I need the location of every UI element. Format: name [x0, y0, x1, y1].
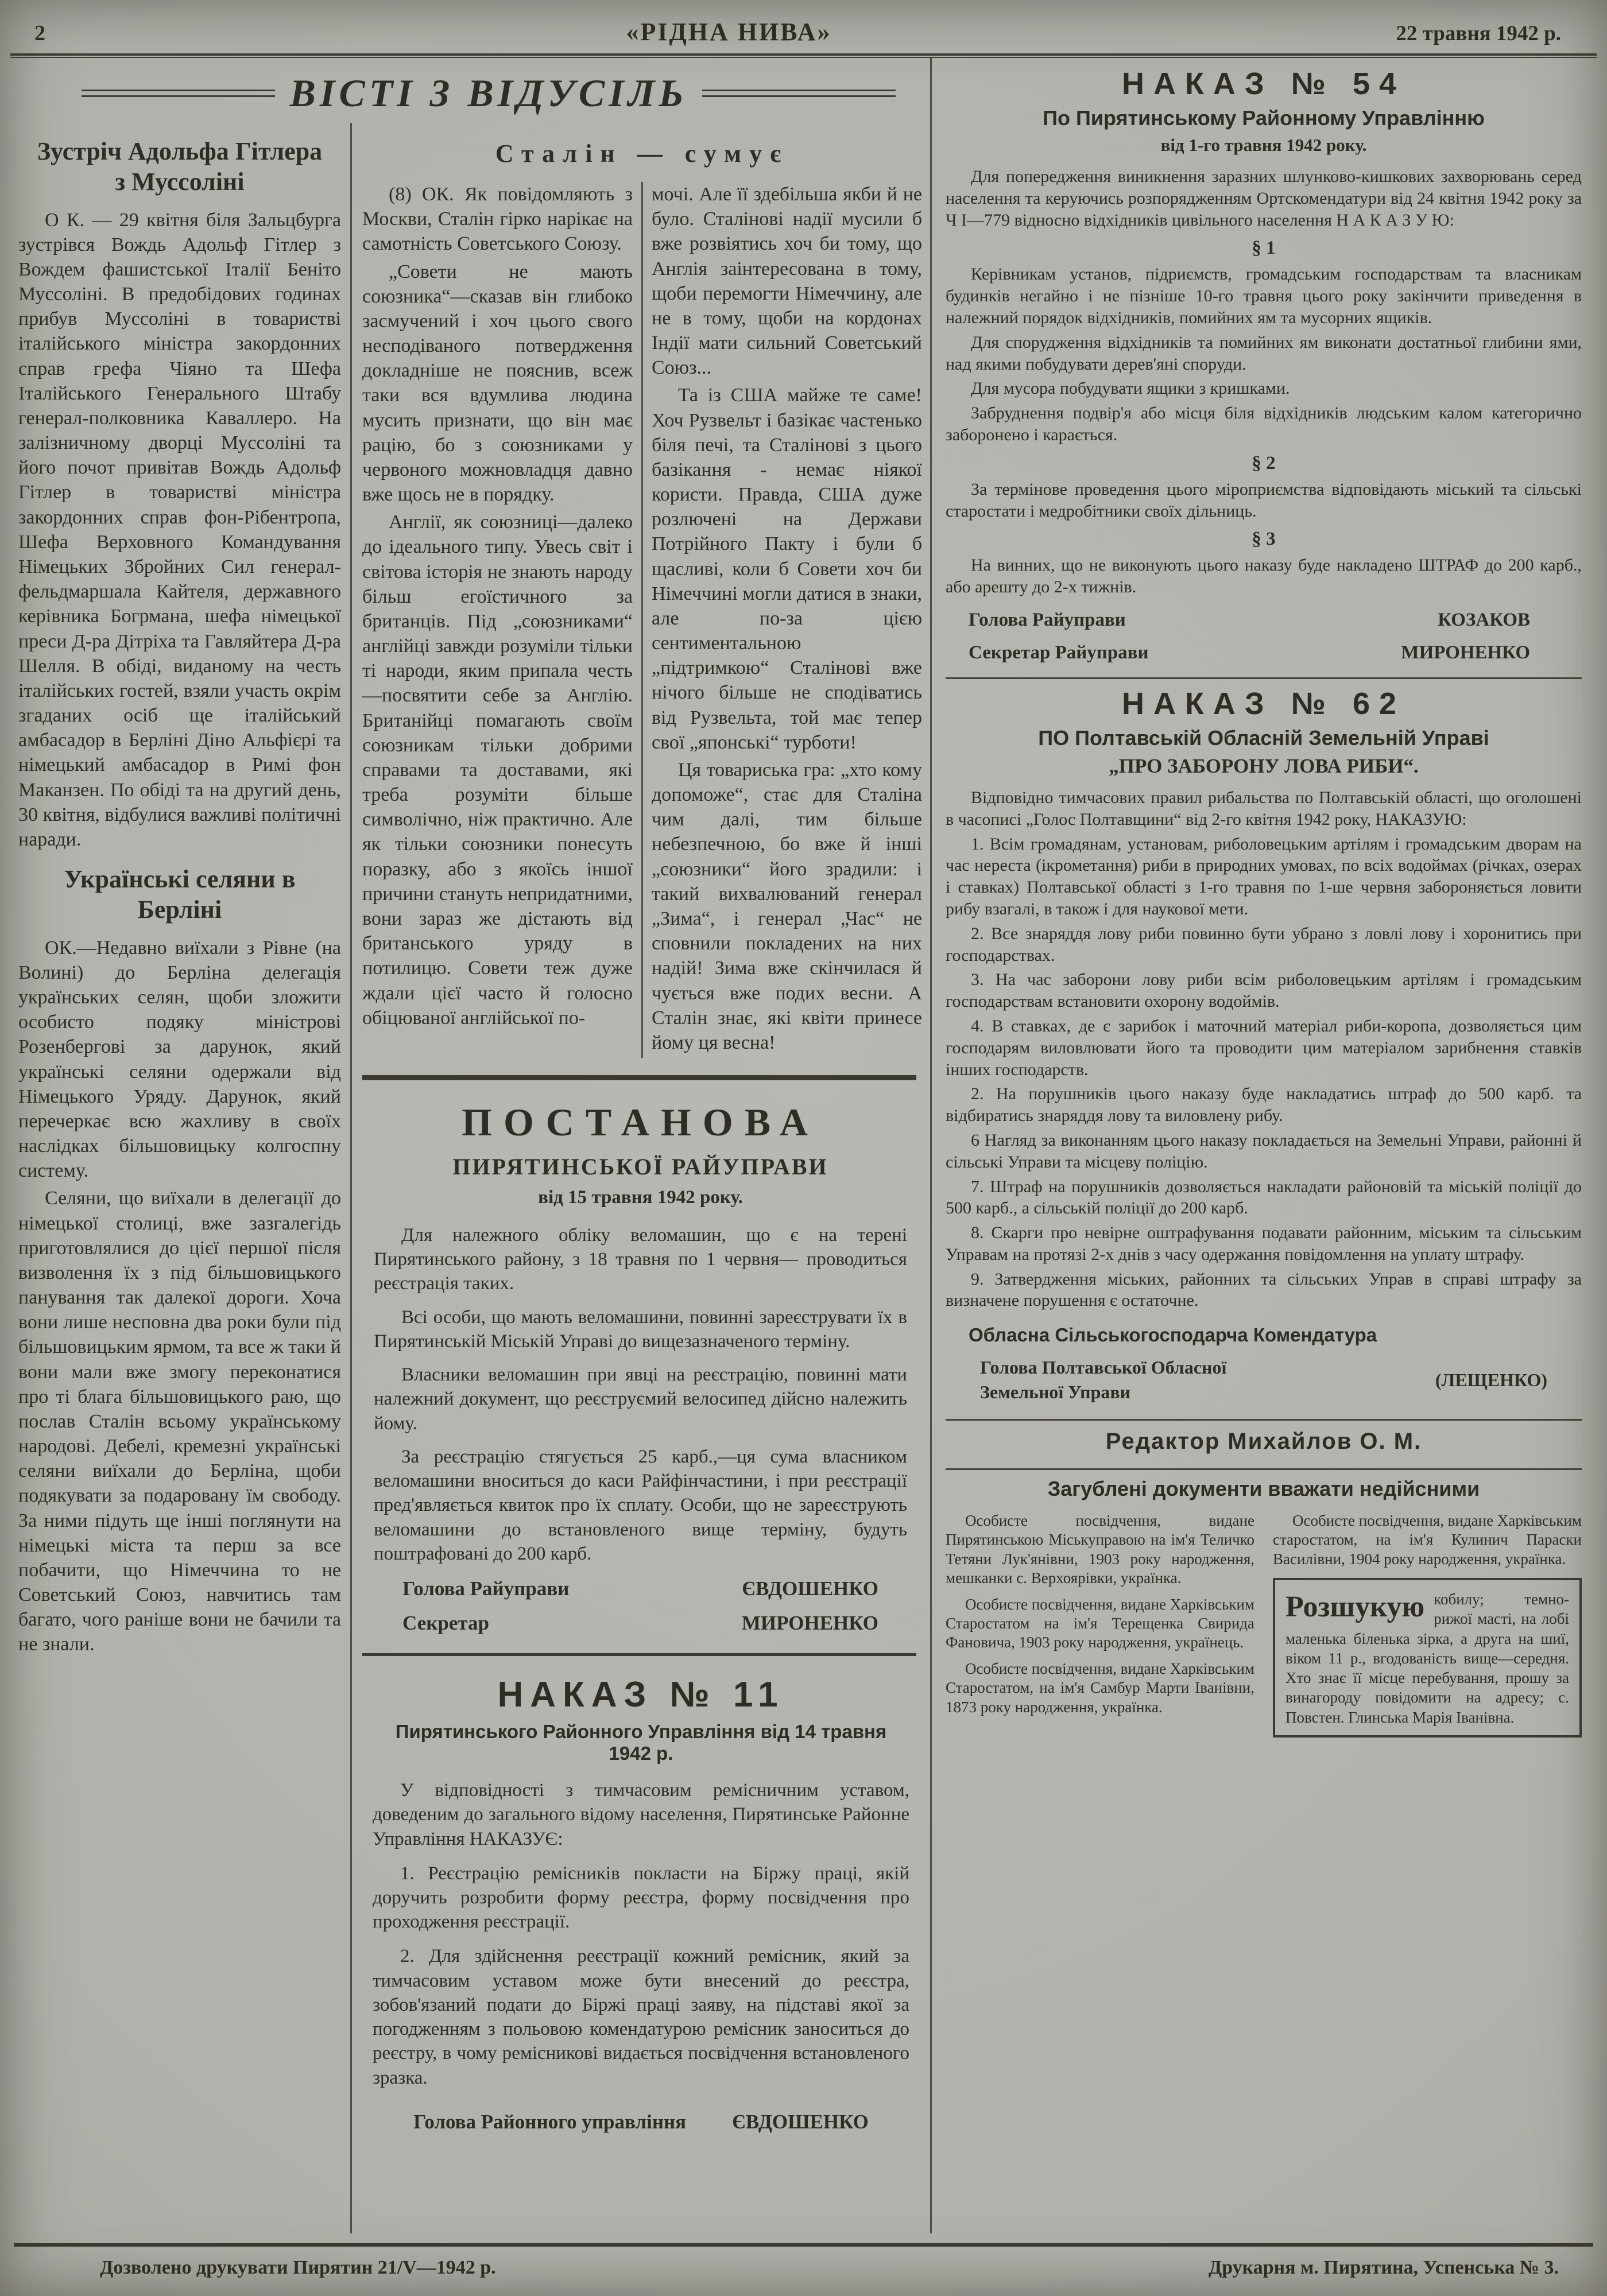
order-paragraph: Для мусора побудувати ящики з кришками.: [971, 379, 1290, 398]
news-columns: [13, 123, 924, 2233]
editor-line: Редактор Михайлов О. М.: [1105, 1428, 1422, 1454]
article-title: Українські селяни в Берліні: [64, 865, 296, 924]
komendatura-line: Обласна Сільськогосподарча Комендатура: [969, 1324, 1377, 1346]
stalin-columns: [362, 182, 922, 1058]
column-middle: [352, 123, 924, 2233]
article-paragraph: Та із США майже те саме! Хоч Рузвельт і базікає частенько біля печі, та Сталінові з цього базікання - немає ніякої користи. Правда, США дуже розлючені на Держави Потрійного Пакту і були б щасливі, коли б Совети хоч би Німеччині могли датися в знаки, але по-за цією сентиментальною „підтримкою“ Сталінові вже нічого більше не сподіватись від Рузвельта, той має тепер свої „японські“ турботи!: [652, 385, 922, 753]
order-title: НАКАЗ № 11: [497, 1675, 785, 1715]
classified-ad-lead: Розшукую: [1285, 1591, 1425, 1624]
signature-role: Секретар Райуправи: [969, 642, 1149, 663]
masthead-title: «РІДНА НИВА»: [626, 18, 832, 46]
page-header: [0, 0, 1607, 51]
print-permission: Дозволено друкувати Пирятин 21/V—1942 р.: [100, 2257, 496, 2278]
order-item: 7. Штраф на порушників дозволяється накладати районовій та міській поліції до 500 карб., а сільській поліції до 200 карб.: [946, 1177, 1582, 1218]
article-paragraph: Англії, як союзниці—далеко до ідеального типу. Увесь світ і світова історія не знають народу більш егоїстичного за британців. Під „союзниками“ англійці завжди розуміли тільки ті народи, яким припала честь—посвятити себе за Англію. Британійці помагають своїм союзникам тільки добрими справами та доставами, які треба розуміти більше символічно, ніж практично. Але як тільки союзники понесуть поразку, або з якоїсь іншої причини стануть непридатними, вони зараз же дістають від британського уряду в потилицю. Совети теж дуже ждали цієї часто й голосно обіцюваної англійської по-: [362, 511, 633, 1029]
lost-documents: [946, 1477, 1582, 1737]
signature-role: Голова Райуправи: [969, 609, 1126, 630]
page-number: 2: [34, 21, 45, 45]
stalin-column-2: [652, 182, 922, 1058]
order-title: НАКАЗ № 62: [1121, 686, 1406, 721]
order-paragraph: Для спорудження відхідників та помийних ям виконати достатньої глибини ями, над якими побудувати дерев'яні споруди.: [946, 332, 1582, 374]
signature-row: [402, 1577, 878, 1600]
signature-name: (ЛЕЩЕНКО): [1435, 1369, 1547, 1390]
order-item: 9. Затвердження міських, районних та сільських Управ в справі штрафу за визначене порушення є остаточне.: [946, 1269, 1582, 1310]
article-paragraph: ОК.—Недавно виїхали з Рівне (на Волині) до Берліна делегація українських селян, щоби зложити особисто подяку міністрові Розенбергові за дарунок, який українські селяни одержали від Німецького Уряду. Дарунок, який перечеркає всю жахливу в своїх наслідках більшовицьку колгоспну систему.: [18, 937, 341, 1182]
signature-role: [980, 1355, 1226, 1405]
order-paragraph: 2. Для здійснення реєстрації кожний ремісник, який за тимчасовим уставом може бути внесений до реєстра, зобов'язаний подати до Біржі праці заяву, на підставі якої за погодженням з польовою комендатурою ремісник заноситься до реєстру, в чому ремісникові видається посвідчення встановленого зразка.: [373, 1946, 909, 2088]
order-item: 1. Всім громадянам, установам, риболовецьким артілям і громадським дворам на час нереста (ікрометання) риби в природних умовах, по всіх водоймах (річках, озерах і ставках) Полтавської області з 1-го травня по 1-ше червня забороняється ловити рибу взагалі, в також і для наукової мети.: [946, 834, 1582, 918]
classified-ad-box: [1273, 1578, 1582, 1737]
signature-role: Голова Районного управління: [413, 2110, 687, 2133]
article-paragraph: мочі. Але її здебільша якби й не було. Сталінові надії мусили б вже розвіятись хоч би тому, що Англія заінтересована в тому, щоби перемогти Німеччину, але не в тому, щоби на кордонах Індії мати сильний Советський Союз...: [652, 184, 922, 379]
order-subtitle: По Пирятинському Районному Управлінню: [1043, 106, 1485, 130]
lost-documents-right: [1273, 1511, 1582, 1737]
banner-rule-right: [702, 90, 896, 97]
lost-documents-left: [946, 1511, 1254, 1737]
order-11: [362, 1658, 922, 2134]
news-zone: [13, 58, 930, 2233]
signature-role: Секретар: [402, 1612, 489, 1635]
order-quote-title: „ПРО ЗАБОРОНУ ЛОВА РИБИ“.: [1109, 754, 1419, 777]
decree-subtitle: ПИРЯТИНСЬКОЇ РАЙУПРАВИ: [452, 1154, 828, 1180]
column-left: [13, 123, 350, 2233]
banner-rule-left: [82, 90, 275, 97]
order-item: 4. В ставках, де є зарибок і маточний матеріал риби-коропа, дозволяється цим господарям виловлювати його та проводити цим матеріалом зарибнення ставків інших господарств.: [946, 1016, 1582, 1079]
decree-date: від 15 травня 1942 року.: [538, 1187, 743, 1208]
section-mark: § 2: [1252, 452, 1276, 474]
order-item: 2. На порушників цього наказу буде накладатись штраф до 500 карб. та відбиратись знаряддя лову та виловлену рибу.: [946, 1084, 1582, 1126]
signature-row: [980, 1355, 1547, 1405]
decree-paragraph: Для належного обліку веломашин, що є на терені Пирятинського району, з 18 травня по 1 червня— проводиться реєстрація таких.: [374, 1225, 907, 1294]
order-62: [946, 686, 1582, 1405]
signature-name: КОЗАКОВ: [1438, 609, 1530, 630]
order-paragraph: Для попередження виникнення заразних шлунково-кишкових захворювань серед населення та керуючись розпорядженням Ортскомендатури від 24 квітня 1942 року за Ч І—779 відносно відхідників цивільного населення Н А К А З У Ю:: [946, 167, 1582, 230]
order-date: від 1-го травня 1942 року.: [1160, 135, 1367, 155]
horizontal-rule: [362, 1653, 916, 1656]
classified-ad-text: [1285, 1589, 1569, 1727]
decree-paragraph: Всі особи, що мають веломашини, повинні зареєструвати їх в Пирятинській Міській Управі до вищезазначеного терміну.: [374, 1306, 907, 1352]
signature-name: ЄВДОШЕНКО: [732, 2110, 869, 2133]
signature-name: МИРОНЕНКО: [1401, 642, 1530, 663]
article-paragraph: (8) ОК. Як повідомляють з Москви, Сталін гірко нарікає на самотність Советського Союзу.: [362, 184, 633, 255]
order-paragraph: 1. Реєстрацію ремісників покласти на Біржу праці, якій доручить розробити форму реєстра, форму посвідчення про проходження реєстрації.: [373, 1863, 909, 1933]
article-title: Сталін — сумує: [495, 139, 789, 168]
signature-row: [373, 2111, 909, 2134]
section-mark: § 3: [1252, 529, 1276, 550]
header-rule: [10, 53, 1597, 58]
signature-row: [969, 642, 1530, 664]
horizontal-rule: [946, 1419, 1582, 1421]
order-subtitle: Пирятинського Районного Управління від 14 травня 1942 р.: [395, 1721, 887, 1764]
signature-name: ЄВДОШЕНКО: [742, 1577, 878, 1600]
order-paragraph: На винних, що не виконують цього наказу буде накладено ШТРАФ до 200 карб., або арешту до 2-х тижнів.: [946, 556, 1582, 597]
section-banner-title: ВІСТІ З ВІДУСІЛЬ: [289, 71, 688, 115]
article-paragraph: Селяни, що виїхали в делегації до німецької столиці, вже зазгалегідь приготовлялися до цієї першої після визволення їх з під більшовицького панування так далекої дороги. Хоча вони лише несповна два роки були під більшовицьким ярмом, та все ж таки й вони мали вже змогу переконатися про ті блага більшовицького раю, що послав Сталін всьому українському народові. Дебелі, кремезні українські селяни виїхали до Берліна, щоби подякувати за подаровану їм свободу. За ними підуть ще інші поглянути на німецькі міста та перш за все побачити, що Німеччина то не Советський Союз, навчитись там багато, чого раніше вони не бачили та не знали.: [18, 1188, 341, 1655]
section-banner: [82, 71, 896, 116]
vertical-rule: [641, 182, 643, 1058]
signature-name: МИРОНЕНКО: [741, 1612, 878, 1635]
order-paragraph: Відповідно тимчасових правил рибальства по Полтавській області, що оголошені в часописі „Голос Полтавщини“ від 2-го квітня 1942 року, НАКАЗУЮ:: [946, 788, 1582, 829]
horizontal-rule: [946, 677, 1582, 679]
lost-notice: Особисте посвідчення, видане Харківським старостатом, на ім'я Кулинич Параски Василівни, 1904 року народження, українка.: [1273, 1511, 1582, 1568]
decree-paragraph: Власники веломашин при явці на реєстрацію, повинні мати належний документ, що реєструємий велосипед дійсно належить йому.: [374, 1364, 907, 1434]
order-subtitle: ПО Полтавській Обласній Земельній Управі: [1038, 726, 1489, 750]
stalin-column-1: [362, 182, 633, 1058]
article-paragraph: Ця товариська гра: „хто кому допоможе“, стає для Сталіна чим далі, тим більше небезпечною, бо вже й інші „союзники“ його зрадили: і такий вихвалюваний генерал „Зима“, і генерал „Час“ не сповнили покладених на них надій! Зима вже скінчилася й чується вже подих весни. А Сталін знає, які квіти принесе йому ця весна!: [652, 759, 922, 1053]
page-body: [0, 58, 1607, 2233]
lost-notice: Особисте посвідчення, видане Харківським Старостатом на ім'я Терещенка Свирида Фановича, 1903 року народження, українець.: [946, 1595, 1254, 1651]
classified-ad-body: кобилу; темно-рижої масті, на лобі маленька біленька зірка, а друга на шиї, віком 11 р., вгодованість вище—середня. Хто знає її місце перебування, прошу за винагороду повідомити на адресу; с. Повстен. Глинська Марія Іванівна.: [1285, 1591, 1569, 1726]
decree-postanova: [362, 1083, 922, 1635]
order-paragraph: Керівникам установ, підриємств, громадським господарствам та власникам будинків негайно і не пізніше 10-го травня цього року закінчити приведення в належний порядок відхідників, помийних ям та мусорних ящиків.: [946, 265, 1582, 327]
order-paragraph: Забруднення подвір'я або місця біля відхідників людським калом категорично заборонено і карається.: [946, 404, 1582, 444]
signature-role-line: Голова Полтавської Обласної: [980, 1357, 1227, 1378]
horizontal-rule: [362, 1075, 916, 1080]
article-peasants-berlin: [18, 864, 341, 1657]
signature-row: [969, 610, 1530, 631]
signature-role: Голова Райуправи: [402, 1577, 570, 1600]
lost-notice: Особисте посвідчення, видане Харківським Старостатом, на ім'я Самбур Марти Іванівни, 1873 року народження, українка.: [946, 1659, 1254, 1716]
order-54: [946, 66, 1582, 664]
lost-notice: Особисте посвідчення, видане Пирятинською Міськуправою на ім'я Теличко Тетяни Лук'янівни, 1903 року народження, мешканки с. Верхоярівки, українка.: [946, 1511, 1254, 1587]
signature-row: [402, 1612, 878, 1635]
order-title: НАКАЗ № 54: [1121, 67, 1406, 101]
horizontal-rule: [946, 1468, 1582, 1470]
article-paragraph: О К. — 29 квітня біля Зальцбурга зустрівся Вождь Адольф Гітлер з Вождем фашистської Італії Беніто Муссоліні. В предобідових годинах прибув Муссоліні в товаристві італійського міністра закордонних справ грефа Чіяно та Шефа Італійського Генерального Штабу генерал-полковника Каваллеро. На залізничному дворці Муссоліні та його почот привітав Вождь Адольф Гітлер в товаристві міністра закордонних справ фон-Рібентропа, Шефа Верховного Командування Німецьких Збройних Сил генерал-фельдмаршала Кайтеля, державного керівника Богрмана, шефа німецької преси Д-ра Дітріха та Гавляйтера Д-ра Шелля. В обіді, виданому на честь італійських гостей, взяли участь окрім згаданих осіб ще італійський амбасадор в Берліні Діно Альфієрі та німецький амбасадор в Римі фон Маканзен. По обіді та на другий день, 30 квітня, відбулися важливі політичні наради.: [18, 209, 341, 850]
lost-documents-columns: [946, 1511, 1582, 1737]
printing-house: Друкарня м. Пирятина, Успенська № 3.: [1208, 2257, 1559, 2278]
signature-role-line: Земельної Управи: [980, 1382, 1131, 1403]
order-item: 2. Все знаряддя лову риби повинно бути убрано з ловлі лову і хоронитись при господарствах.: [946, 924, 1582, 965]
issue-date: 22 травня 1942 р.: [1396, 22, 1561, 45]
article-title: Зустріч Адольфа Гітлера з Муссоліні: [37, 137, 323, 196]
order-paragraph: У відповідності з тимчасовим ремісничним уставом, доведеним до загального відому населення, Пирятинське Районне Управління НАКАЗУЄ:: [373, 1780, 909, 1849]
article-paragraph: „Совети не мають союзника“—сказав він глибоко засмучений і хоч цього свого несподіваного потвердження докладніше не пояснив, всеж таки вся вдумлива людина мусить признати, що він має рацію, бо з союзниками у червоного можновладця давно вже щось не в порядку.: [362, 261, 633, 506]
order-item: 6 Нагляд за виконанням цього наказу покладається на Земельні Управи, районні й сільські Управи та місцеву поліцію.: [946, 1130, 1582, 1172]
lost-documents-title: Загублені документи вважати недійсними: [1047, 1476, 1480, 1500]
page-footer: [14, 2243, 1593, 2279]
order-paragraph: За термінове проведення цього міроприємства відповідають міський та сільські старостати і медробітники своїх дільниць.: [946, 479, 1582, 521]
section-mark: § 1: [1252, 238, 1276, 259]
order-item: 8. Скарги про невірне оштрафування подавати районним, міським та сільським Управам на протязі 2-х днів з часу одержання повідомлення на уплату штрафу.: [946, 1223, 1582, 1264]
orders-zone: [932, 58, 1594, 2233]
article-hitler-mussolini: [18, 137, 341, 852]
order-item: 3. На час заборони лову риби всім риболовецьким артілям і громадським господарствам встановити охорону водоймів.: [946, 970, 1582, 1011]
article-stalin: [362, 123, 922, 1058]
decree-paragraph: За реєстрацію стягується 25 карб.,—ця сума власником веломашини вноситься до каси Райфінчастини, і при реєстрації пред'являється квиток про їх сплату. Особи, що не зареєструють веломашини до встановленого вище терміну, будуть поштрафовані до 200 карб.: [374, 1446, 907, 1564]
decree-title: ПОСТАНОВА: [462, 1100, 819, 1145]
